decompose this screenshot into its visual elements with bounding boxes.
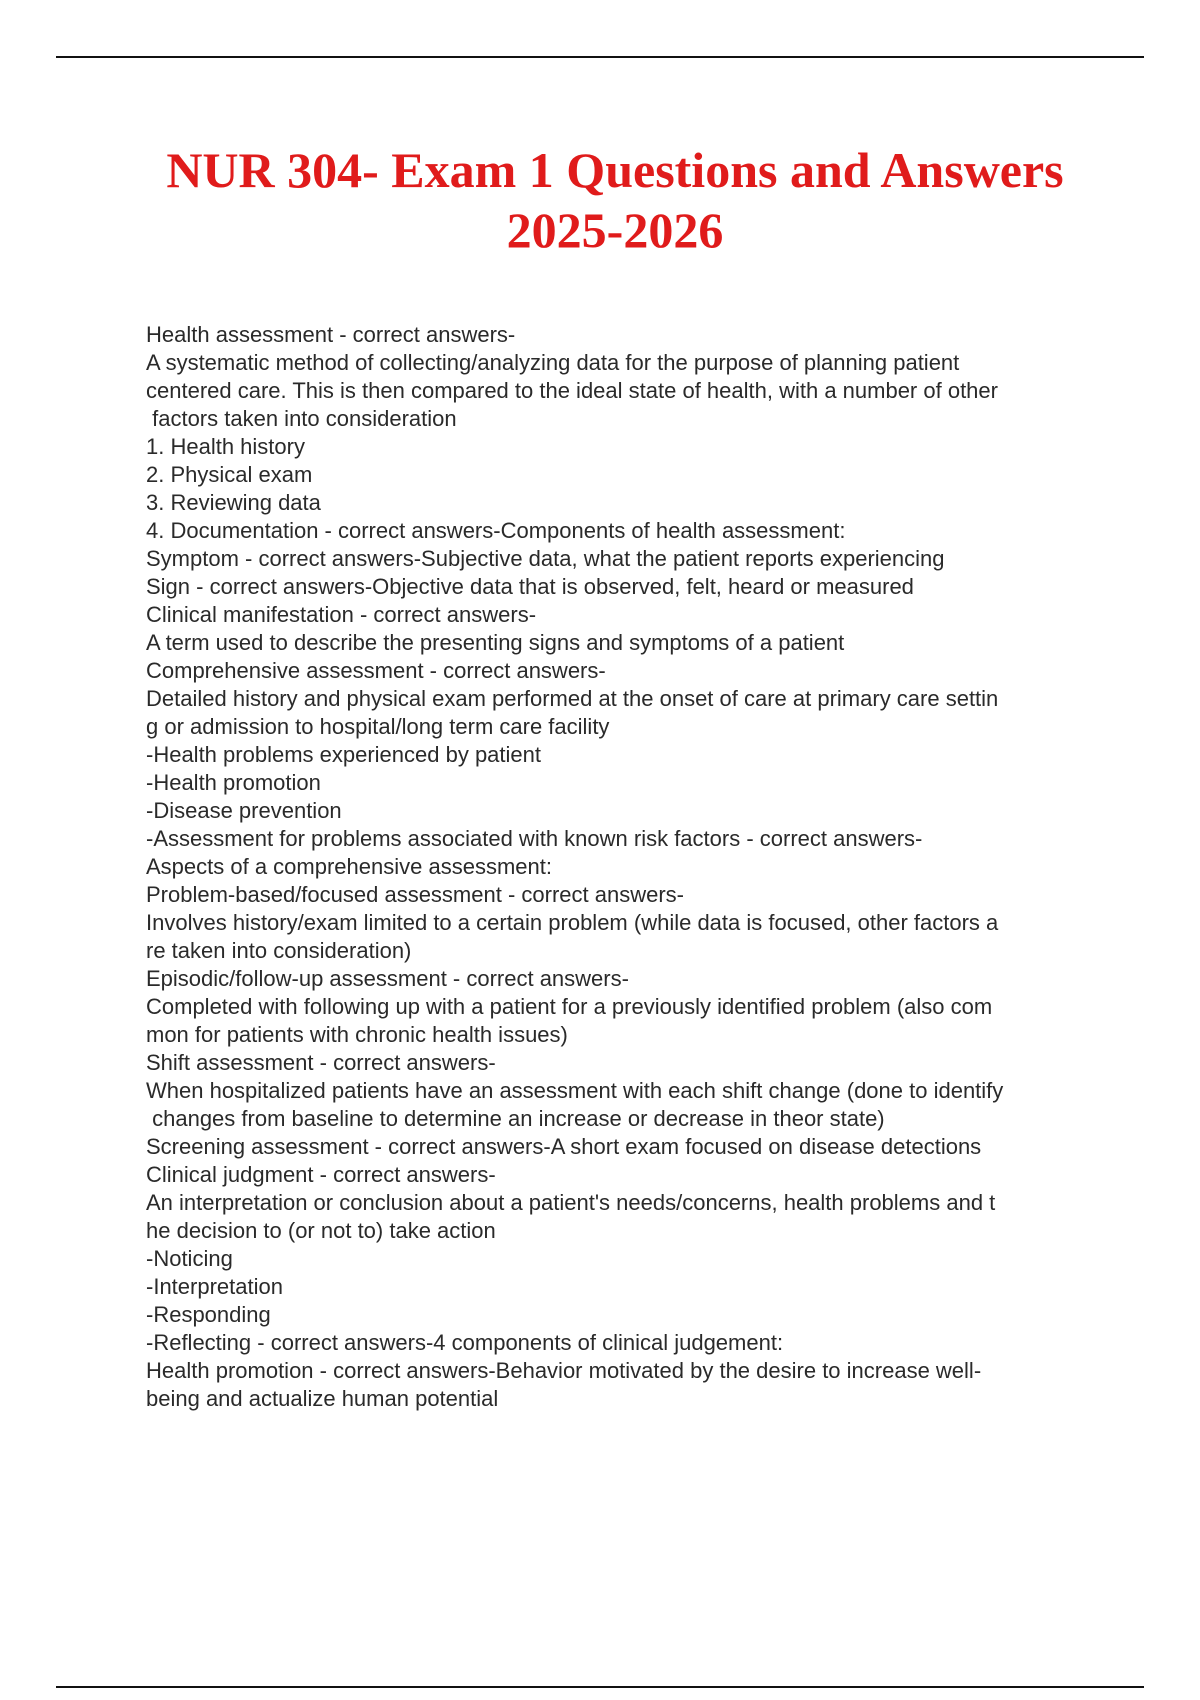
body-line: Health assessment - correct answers- [146, 322, 516, 347]
body-line: changes from baseline to determine an increase or decrease in theor state) [146, 1106, 885, 1131]
body-line: -Reflecting - correct answers-4 components of clinical judgement: [146, 1330, 784, 1355]
body-line: An interpretation or conclusion about a patient's needs/concerns, health problems and t [146, 1190, 996, 1215]
body-line: Health promotion - correct answers-Behavior motivated by the desire to increase well- [146, 1358, 982, 1383]
body-line: Episodic/follow-up assessment - correct answers- [146, 966, 629, 991]
body-line: Screening assessment - correct answers-A short exam focused on disease detections [146, 1134, 982, 1159]
body-line: -Interpretation [146, 1274, 283, 1299]
body-line: Detailed history and physical exam performed at the onset of care at primary care settin [146, 686, 999, 711]
title-line-1: NUR 304- Exam 1 Questions and Answers [166, 142, 1064, 198]
body-line: re taken into consideration) [146, 938, 412, 963]
body-line: Problem-based/focused assessment - correct answers- [146, 882, 684, 907]
document-title [120, 140, 1110, 260]
body-line: mon for patients with chronic health issues) [146, 1022, 568, 1047]
body-line: Clinical judgment - correct answers- [146, 1162, 496, 1187]
body-line: -Assessment for problems associated with known risk factors - correct answers- [146, 826, 923, 851]
body-line: Aspects of a comprehensive assessment: [146, 854, 552, 879]
body-line: Sign - correct answers-Objective data that is observed, felt, heard or measured [146, 574, 914, 599]
body-line: Comprehensive assessment - correct answers- [146, 658, 606, 683]
body-line: he decision to (or not to) take action [146, 1218, 496, 1243]
body-line: A term used to describe the presenting signs and symptoms of a patient [146, 630, 845, 655]
document-body [146, 321, 1106, 1413]
body-line: 1. Health history [146, 434, 305, 459]
body-line: Involves history/exam limited to a certain problem (while data is focused, other factors a [146, 910, 999, 935]
body-line: 3. Reviewing data [146, 490, 321, 515]
body-line: factors taken into consideration [146, 406, 457, 431]
bottom-rule [56, 1686, 1144, 1688]
body-line: 4. Documentation - correct answers-Components of health assessment: [146, 518, 846, 543]
body-line: Shift assessment - correct answers- [146, 1050, 496, 1075]
body-line: being and actualize human potential [146, 1386, 499, 1411]
body-line: -Disease prevention [146, 798, 342, 823]
body-line: Symptom - correct answers-Subjective data, what the patient reports experiencing [146, 546, 945, 571]
title-line-2: 2025-2026 [506, 202, 724, 258]
body-line: -Noticing [146, 1246, 233, 1271]
body-line: -Health problems experienced by patient [146, 742, 542, 767]
body-line: -Responding [146, 1302, 271, 1327]
body-line: Completed with following up with a patient for a previously identified problem (also com [146, 994, 993, 1019]
body-line: Clinical manifestation - correct answers- [146, 602, 537, 627]
top-rule [56, 56, 1144, 58]
body-line: When hospitalized patients have an assessment with each shift change (done to identify [146, 1078, 1004, 1103]
body-line: g or admission to hospital/long term care facility [146, 714, 610, 739]
body-line: -Health promotion [146, 770, 321, 795]
body-line: centered care. This is then compared to the ideal state of health, with a number of other [146, 378, 998, 403]
body-line: 2. Physical exam [146, 462, 313, 487]
body-line: A systematic method of collecting/analyzing data for the purpose of planning patient [146, 350, 960, 375]
